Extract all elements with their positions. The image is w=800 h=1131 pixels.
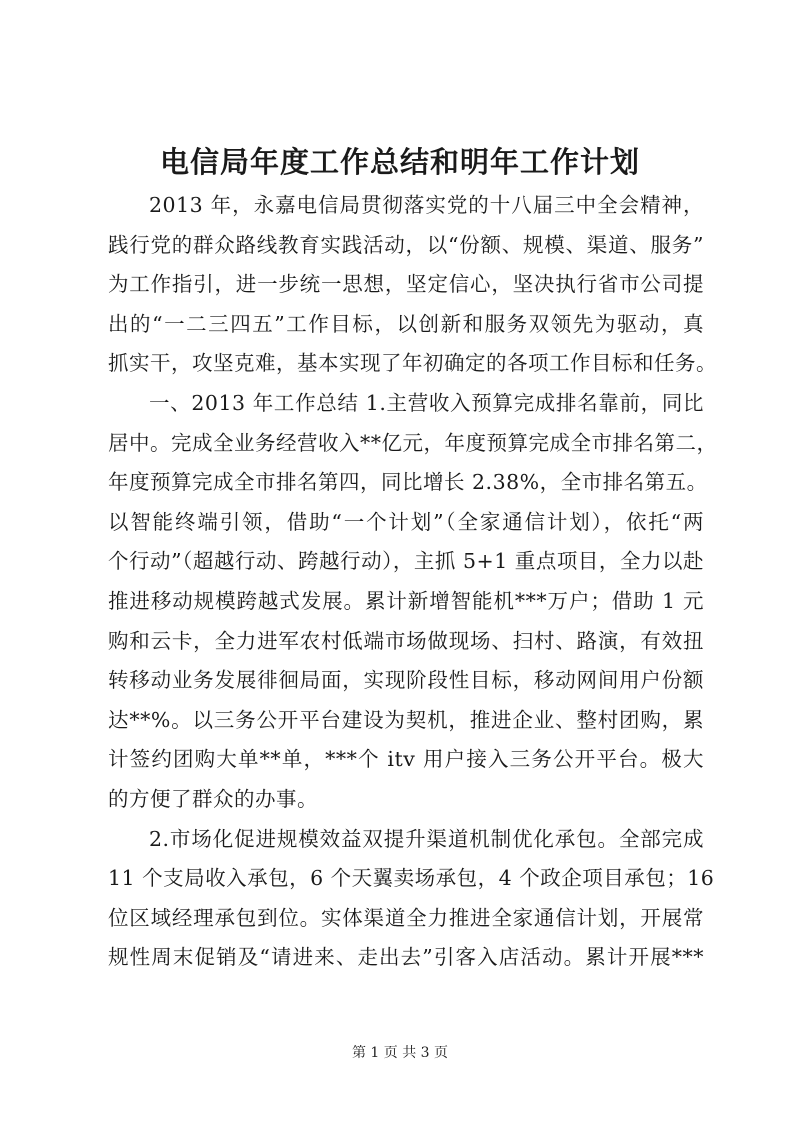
- paragraph-line: 践行党的群众路线教育实践活动，以“份额、规模、渠道、服务”: [108, 232, 704, 257]
- paragraph-line: 一、2013 年工作总结 1.主营收入预算完成排名靠前，同比: [149, 390, 704, 415]
- paragraph-line: 以智能终端引领，借助“一个计划”（全家通信计划），依托“两: [108, 509, 704, 534]
- paragraph-line: 居中。完成全业务经营收入**亿元，年度预算完成全市排名第二，: [108, 430, 718, 455]
- paragraph-line: 年度预算完成全市排名第四，同比增长 2.38%，全市排名第五。: [108, 470, 708, 495]
- document-title: 电信局年度工作总结和明年工作计划: [159, 145, 640, 179]
- paragraph-line: 出的“一二三四五”工作目标，以创新和服务双领先为驱动，真: [108, 311, 704, 336]
- paragraph-line: 个行动”（超越行动、跨越行动），主抓 5+1 重点项目，全力以赴: [108, 549, 704, 574]
- paragraph-line: 达**%。以三务公开平台建设为契机，推进企业、整村团购，累: [108, 707, 704, 732]
- paragraph-line: 2013 年，永嘉电信局贯彻落实党的十八届三中全会精神，: [149, 193, 704, 217]
- paragraph-line: 推进移动规模跨越式发展。累计新增智能机***万户；借助 1 元: [108, 588, 704, 613]
- paragraph-line: 抓实干，攻坚克难，基本实现了年初确定的各项工作目标和任务。: [108, 351, 717, 376]
- paragraph-line: 转移动业务发展徘徊局面，实现阶段性目标，移动网间用户份额: [108, 668, 704, 693]
- paragraph-line: 购和云卡，全力进军农村低端市场做现场、扫村、路演，有效扭: [108, 628, 704, 653]
- document-body: [108, 186, 718, 978]
- page-footer: 第 1 页 共 3 页: [351, 1045, 449, 1061]
- paragraph-line: 计签约团购大单**单，***个 itv 用户接入三务公开平台。极大: [108, 747, 704, 772]
- paragraph-line: 2.市场化促进规模效益双提升渠道机制优化承包。全部完成: [149, 826, 704, 851]
- paragraph-line: 11 个支局收入承包，6 个天翼卖场承包，4 个政企项目承包；16: [108, 866, 715, 891]
- paragraph-line: 位区域经理承包到位。实体渠道全力推进全家通信计划，开展常: [108, 905, 704, 930]
- paragraph-line: 为工作指引，进一步统一思想，坚定信心，坚决执行省市公司提: [108, 272, 704, 297]
- paragraph-line: 的方便了群众的办事。: [108, 786, 318, 811]
- paragraph-line: 规性周末促销及“请进来、走出去”引客入店活动。累计开展***: [108, 945, 704, 970]
